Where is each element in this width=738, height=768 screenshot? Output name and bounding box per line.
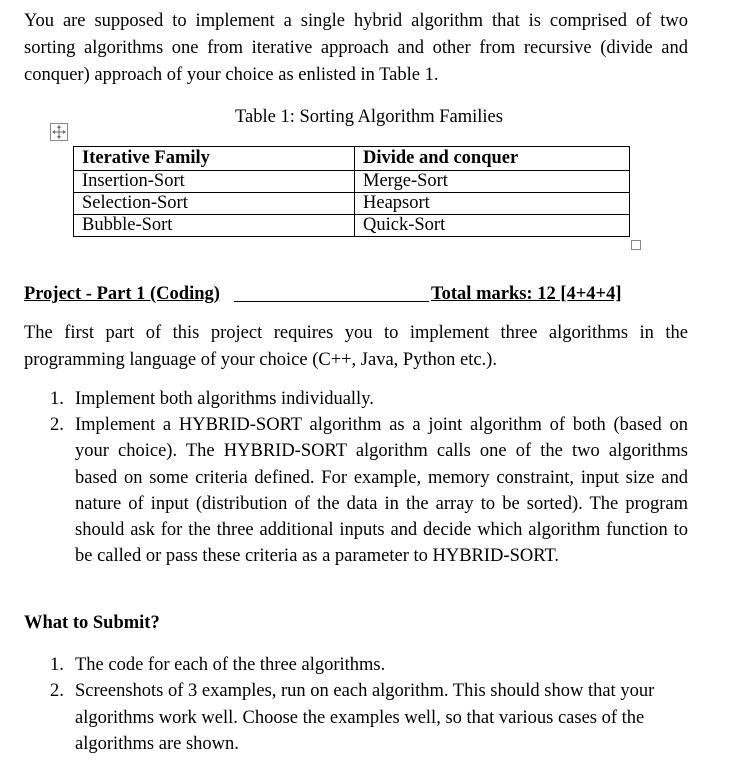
table-caption: Table 1: Sorting Algorithm Families [235, 107, 503, 127]
table-cell: Merge-Sort [355, 171, 630, 193]
table-header-row [74, 147, 630, 171]
list-item [24, 386, 688, 412]
list-item-number: 2. [50, 681, 64, 702]
list-item-text: Implement both algorithms individually. [75, 389, 374, 409]
list-item [24, 652, 688, 678]
table-header-cell: Divide and conquer [355, 147, 630, 171]
table-header-cell: Iterative Family [74, 147, 355, 171]
table-cell: Quick-Sort [355, 215, 630, 237]
list-item [24, 678, 688, 757]
list-item [24, 412, 688, 569]
intro-paragraph: You are supposed to implement a single hybrid algorithm that is comprised of two sorting algorithms one from iterative approach and other from recursive (divide and conquer) approach of your choice as enlisted in Table 1. [24, 11, 688, 85]
submission-list [24, 652, 688, 757]
table-cell: Insertion-Sort [74, 171, 355, 193]
list-item-number: 1. [50, 389, 64, 409]
resize-square-icon[interactable] [631, 240, 641, 250]
move-arrows-icon[interactable] [50, 123, 68, 141]
table-cell: Selection-Sort [74, 193, 355, 215]
table-cell: Heapsort [355, 193, 630, 215]
sorting-families-table [73, 146, 630, 237]
table-row [74, 193, 630, 215]
table-row [74, 171, 630, 193]
heading-underline-rule [234, 301, 429, 302]
section-title: Project - Part 1 (Coding) [24, 284, 220, 304]
table-row [74, 215, 630, 237]
part1-intro-paragraph: The first part of this project requires you to implement three algorithms in the programming language of your choice (C++, Java, Python etc.). [24, 323, 688, 370]
list-item-text: The code for each of the three algorithms. [75, 655, 386, 675]
total-marks: Total marks: 12 [4+4+4] [431, 284, 622, 304]
list-item-text: Implement a HYBRID-SORT algorithm as a joint algorithm of both (based on your choice). The HYBRID-SORT algorithm calls one of the two algorithms based on some criteria defined. For example, memory constraint, input size and nature of input (distribution of the data in the array to be sorted). The program should ask for the three additional inputs and decide which algorithm function to be called or pass these criteria as a parameter to HYBRID-SORT. [75, 415, 688, 567]
list-item-number: 1. [50, 655, 64, 675]
list-item-text: Screenshots of 3 examples, run on each algorithm. This should show that your algorithms work well. Choose the examples well, so that various cases of the algorithms are shown. [75, 681, 655, 754]
implementation-steps-list [24, 386, 688, 569]
submit-heading: What to Submit? [24, 613, 160, 633]
table-cell: Bubble-Sort [74, 215, 355, 237]
list-item-number: 2. [50, 415, 64, 436]
